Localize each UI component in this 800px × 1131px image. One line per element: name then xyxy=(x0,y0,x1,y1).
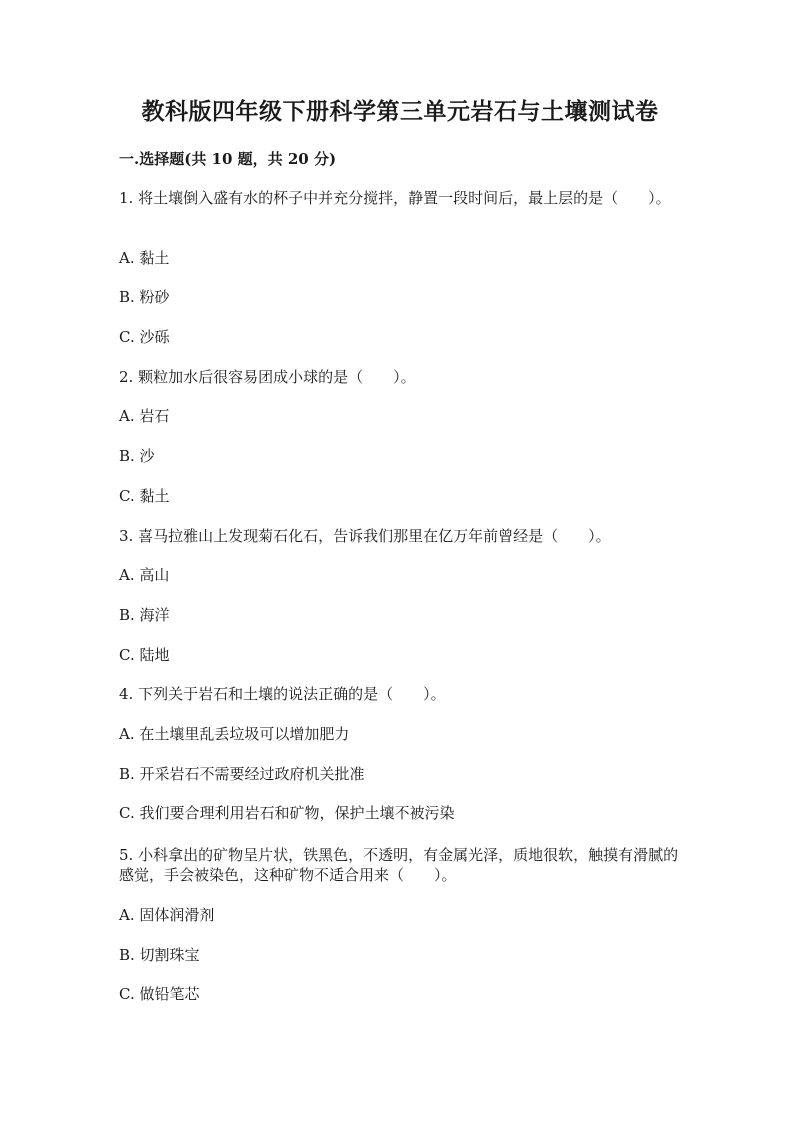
question-1-option-a: A. 黏土 xyxy=(119,249,170,267)
question-5-text: 5. 小科拿出的矿物呈片状，铁黑色，不透明，有金属光泽，质地很软，触摸有滑腻的感觉，手会被染色，这种矿物不适合用来（ ）。 xyxy=(119,846,679,884)
section-heading: 一.选择题(共 10 题，共 20 分) xyxy=(119,150,337,168)
question-2-option-b: B. 沙 xyxy=(119,447,155,465)
question-1-option-c: C. 沙砾 xyxy=(119,328,170,346)
question-2-option-c: C. 黏土 xyxy=(119,487,170,505)
question-5-option-a: A. 固体润滑剂 xyxy=(119,906,215,924)
question-2-text: 2. 颗粒加水后很容易团成小球的是（ ）。 xyxy=(119,368,416,386)
question-4-text: 4. 下列关于岩石和土壤的说法正确的是（ ）。 xyxy=(119,685,446,703)
question-3-option-b: B. 海洋 xyxy=(119,606,170,624)
question-3-option-c: C. 陆地 xyxy=(119,646,170,664)
question-4-option-b: B. 开采岩石不需要经过政府机关批准 xyxy=(119,765,365,783)
question-5-option-b: B. 切割珠宝 xyxy=(119,946,200,964)
question-1-text: 1. 将土壤倒入盛有水的杯子中并充分搅拌，静置一段时间后，最上层的是（ ）。 xyxy=(119,189,671,207)
question-1-option-b: B. 粉砂 xyxy=(119,288,170,306)
question-2-option-a: A. 岩石 xyxy=(119,407,170,425)
page-title: 教科版四年级下册科学第三单元岩石与土壤测试卷 xyxy=(141,98,659,125)
question-3-option-a: A. 高山 xyxy=(119,566,170,584)
question-5-option-c: C. 做铅笔芯 xyxy=(119,985,200,1003)
question-4-option-a: A. 在土壤里乱丢垃圾可以增加肥力 xyxy=(119,725,350,743)
question-3-text: 3. 喜马拉雅山上发现菊石化石，告诉我们那里在亿万年前曾经是（ ）。 xyxy=(119,527,611,545)
question-4-option-c: C. 我们要合理利用岩石和矿物，保护土壤不被污染 xyxy=(119,804,455,822)
